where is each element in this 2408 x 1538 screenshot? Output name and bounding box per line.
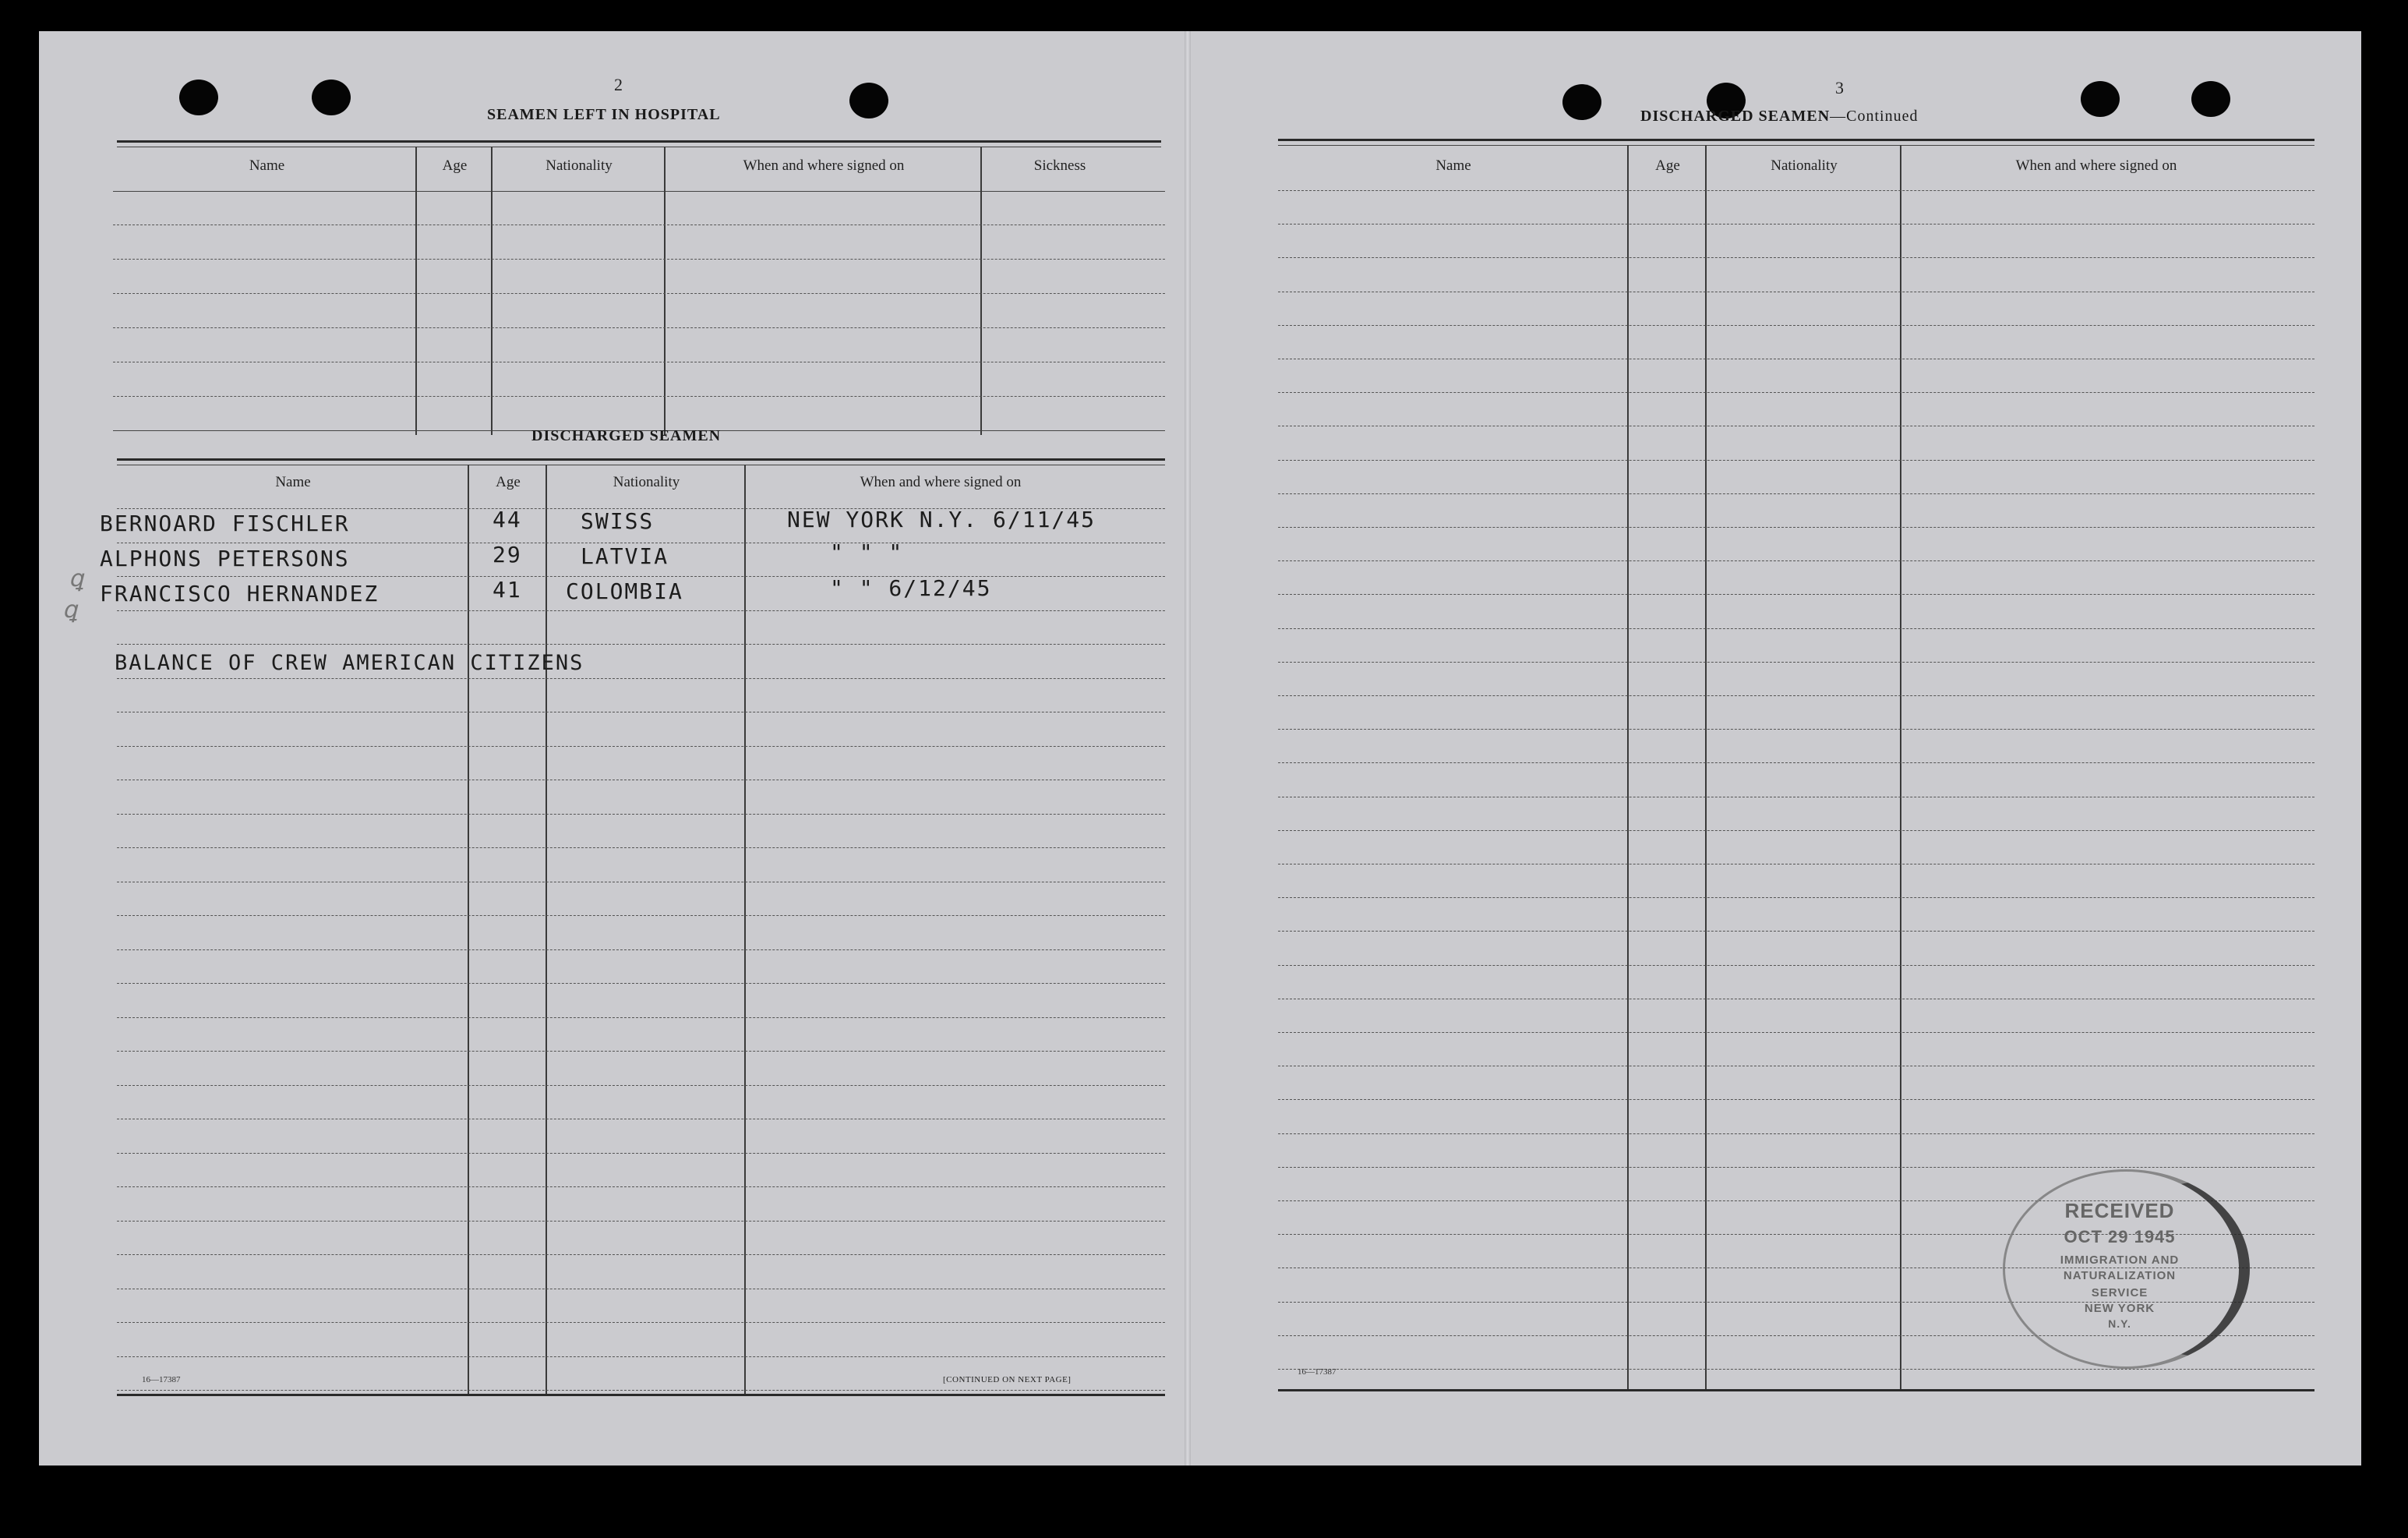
seaman-signed-on: NEW YORK N.Y. 6/11/45: [787, 507, 1096, 532]
ruled-row-line: [117, 983, 1165, 984]
stamp-line: N.Y.: [2108, 1317, 2131, 1330]
seaman-age: 29: [493, 542, 522, 567]
ruled-row-line: [1278, 493, 2314, 494]
discharged-continued-title: [1640, 108, 1919, 126]
stamp-line: RECEIVED: [2064, 1199, 2175, 1222]
ruled-row-line: [1278, 965, 2314, 966]
continued-col-age: Age: [1655, 157, 1680, 174]
hospital-row-line: [113, 327, 1165, 328]
continued-table-bottom-rule: [1278, 1389, 2314, 1391]
ruled-row-line: [117, 678, 1165, 679]
continued-col-signed-on: When and where signed on: [2015, 157, 2177, 174]
ruled-row-line: [1278, 1032, 2314, 1033]
stamp-line: NATURALIZATION: [2063, 1269, 2177, 1282]
ruled-row-line: [117, 576, 1165, 577]
stamp-line: OCT 29 1945: [2064, 1227, 2176, 1246]
hospital-col-divider: [980, 147, 982, 435]
discharged-continued-title-suffix: —Continued: [1830, 108, 1919, 125]
punch-hole: [2081, 81, 2120, 117]
page-number: 3: [1835, 78, 1844, 97]
form-number: 16—17387: [142, 1375, 181, 1384]
punch-hole: [1562, 84, 1601, 120]
ruled-row-line: [1278, 392, 2314, 393]
ruled-row-line: [117, 814, 1165, 815]
crew-note: BALANCE OF CREW AMERICAN CITIZENS: [115, 651, 584, 675]
discharged-table-bottom-rule: [117, 1394, 1165, 1396]
hospital-row-line: [113, 293, 1165, 294]
document-sheet: [39, 31, 2361, 1466]
ruled-row-line: [1278, 1099, 2314, 1100]
ruled-row-line: [117, 1153, 1165, 1154]
ruled-row-line: [1278, 897, 2314, 898]
margin-check-mark: ꝗ: [62, 597, 78, 623]
discharged-col-nationality: Nationality: [613, 474, 680, 490]
page-number: 2: [614, 75, 623, 94]
hospital-col-name: Name: [249, 157, 285, 174]
stamp-line: IMMIGRATION AND: [2060, 1253, 2180, 1267]
discharged-col-age: Age: [496, 474, 521, 490]
ruled-row-line: [117, 746, 1165, 747]
seaman-nationality: LATVIA: [581, 543, 669, 569]
continued-col-name: Name: [1435, 157, 1471, 174]
hospital-header-underline: [113, 191, 1165, 192]
stamp-line: SERVICE: [2091, 1286, 2148, 1299]
ruled-row-line: [1278, 257, 2314, 258]
continued-table-top-rule-2: [1278, 145, 2314, 146]
hospital-table-top-rule: [117, 140, 1161, 143]
left-page: [39, 31, 1185, 1466]
hospital-section-title: SEAMEN LEFT IN HOSPITAL: [487, 106, 721, 123]
ruled-row-line: [1278, 325, 2314, 326]
seaman-name: ALPHONS PETERSONS: [100, 546, 350, 571]
ruled-row-line: [117, 610, 1165, 611]
ruled-row-line: [1278, 830, 2314, 831]
hospital-col-divider: [664, 147, 666, 435]
ruled-row-line: [117, 1390, 1165, 1391]
hospital-row-line: [113, 396, 1165, 397]
continued-col-nationality: Nationality: [1771, 157, 1838, 174]
hospital-col-divider: [491, 147, 493, 435]
received-stamp: [2003, 1169, 2252, 1372]
ruled-row-line: [117, 1356, 1165, 1357]
ruled-row-line: [1278, 560, 2314, 561]
seaman-nationality: SWISS: [581, 508, 655, 534]
ruled-row-line: [1278, 460, 2314, 461]
ruled-row-line: [1278, 695, 2314, 696]
discharged-continued-title-main: DISCHARGED SEAMEN: [1640, 108, 1831, 125]
ruled-row-line: [1278, 762, 2314, 763]
seaman-name: FRANCISCO HERNANDEZ: [100, 581, 380, 606]
discharged-col-name: Name: [275, 474, 311, 490]
seaman-nationality: COLOMBIA: [566, 578, 683, 604]
seaman-signed-on: " " 6/12/45: [830, 575, 992, 601]
ruled-row-line: [117, 1254, 1165, 1255]
ruled-row-line: [117, 847, 1165, 848]
ruled-row-line: [1278, 662, 2314, 663]
seaman-age: 41: [493, 577, 522, 603]
hospital-col-signed-on: When and where signed on: [743, 157, 905, 174]
discharged-section-title: DISCHARGED SEAMEN: [531, 427, 722, 444]
punch-hole: [179, 80, 218, 115]
continued-note: [CONTINUED ON NEXT PAGE]: [943, 1375, 1072, 1384]
ruled-row-line: [1278, 1133, 2314, 1134]
hospital-col-age: Age: [442, 157, 468, 174]
seaman-signed-on: " " ": [830, 539, 904, 565]
ruled-row-line: [117, 1051, 1165, 1052]
ruled-row-line: [1278, 190, 2314, 191]
ruled-row-line: [117, 949, 1165, 950]
hospital-col-divider: [415, 147, 417, 435]
punch-hole: [312, 80, 351, 115]
ruled-row-line: [117, 1085, 1165, 1086]
hospital-row-line: [113, 259, 1165, 260]
ruled-row-line: [1278, 224, 2314, 225]
continued-table-top-rule: [1278, 139, 2314, 141]
ruled-row-line: [117, 1322, 1165, 1323]
ruled-row-line: [117, 1186, 1165, 1187]
hospital-col-nationality: Nationality: [546, 157, 613, 174]
punch-hole: [2191, 81, 2230, 117]
seaman-age: 44: [493, 507, 522, 532]
form-number: 16—17387: [1298, 1367, 1336, 1377]
ruled-row-line: [1278, 594, 2314, 595]
hospital-col-sickness: Sickness: [1033, 157, 1086, 174]
ruled-row-line: [117, 1017, 1165, 1018]
stamp-line: NEW YORK: [2084, 1302, 2156, 1315]
ruled-row-line: [1278, 628, 2314, 629]
ruled-row-line: [117, 1221, 1165, 1222]
continued-col-divider: [1627, 145, 1629, 1389]
discharged-col-signed-on: When and where signed on: [860, 474, 1022, 490]
margin-check-mark: ꝗ: [69, 566, 84, 592]
ruled-row-line: [1278, 931, 2314, 932]
ruled-row-line: [1278, 527, 2314, 528]
ruled-row-line: [1278, 1167, 2314, 1168]
continued-col-divider: [1900, 145, 1901, 1389]
seaman-name: BERNOARD FISCHLER: [100, 511, 350, 536]
punch-hole: [849, 83, 888, 118]
ruled-row-line: [117, 915, 1165, 916]
page-fold: [1185, 31, 1191, 1466]
continued-col-divider: [1705, 145, 1707, 1389]
discharged-table-top-rule: [117, 458, 1165, 461]
ruled-row-line: [117, 644, 1165, 645]
ruled-row-line: [1278, 729, 2314, 730]
